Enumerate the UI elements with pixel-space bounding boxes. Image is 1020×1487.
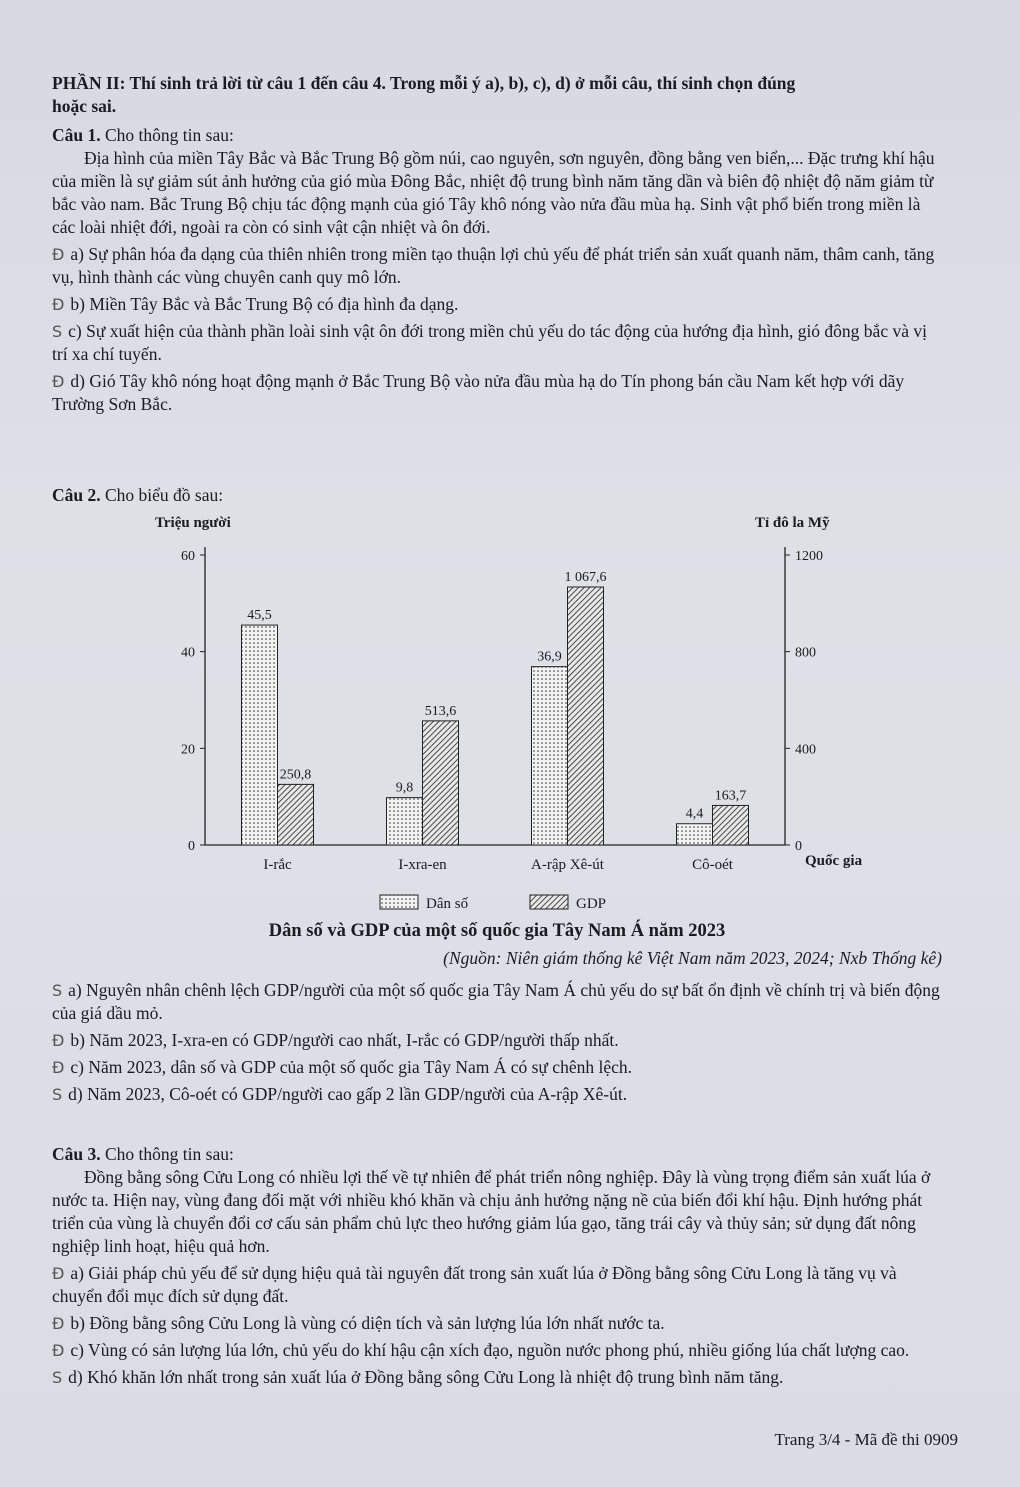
answer-mark: S bbox=[52, 322, 63, 341]
x-tick-label: Cô-oét bbox=[692, 857, 733, 873]
answer-mark: Đ bbox=[52, 245, 65, 264]
q3-option-c: c) Vùng có sản lượng lúa lớn, chủ yếu do khí hậu cận xích đạo, nguồn nước phong phú, nhiều giống lúa chất lượng cao. bbox=[70, 1340, 910, 1360]
answer-mark: Đ bbox=[52, 1314, 65, 1333]
question-2-options bbox=[52, 975, 942, 1106]
answer-mark: Đ bbox=[52, 1058, 65, 1077]
q2-option-c: c) Năm 2023, dân số và GDP của một số quốc gia Tây Nam Á có sự chênh lệch. bbox=[70, 1057, 632, 1077]
population-gdp-chart bbox=[140, 505, 900, 925]
right-tick-label: 0 bbox=[795, 839, 802, 854]
q1-option-c: c) Sự xuất hiện của thành phần loài sinh vật ôn đới trong miền chủ yếu do tác động của hướng địa hình, gió đông bắc và vị trí xa chí tuyến. bbox=[52, 321, 927, 364]
left-tick-label: 60 bbox=[181, 549, 195, 564]
q1-intro: Cho thông tin sau: bbox=[105, 125, 234, 145]
q3-option-a: a) Giải pháp chủ yếu để sử dụng hiệu quả tài nguyên đất trong sản xuất lúa ở Đồng bằng sông Cửu Long là tăng vụ và chuyển đổi mục đích sử dụng đất. bbox=[52, 1263, 897, 1306]
part-heading-block bbox=[52, 72, 942, 118]
q3-option-b: b) Đồng bằng sông Cửu Long là vùng có diện tích và sản lượng lúa lớn nhất nước ta. bbox=[70, 1313, 665, 1333]
q2-intro: Cho biểu đồ sau: bbox=[105, 485, 224, 505]
chart-title: Dân số và GDP của một số quốc gia Tây Nam Á năm 2023 bbox=[268, 921, 726, 941]
q1-option-d: d) Gió Tây khô nóng hoạt động mạnh ở Bắc Trung Bộ vào nửa đầu mùa hạ do Tín phong bán cầu Nam kết hợp với dãy Trường Sơn Bắc. bbox=[52, 371, 905, 414]
bar-gdp bbox=[278, 784, 314, 845]
left-axis-label: Triệu người bbox=[155, 515, 231, 531]
q2-option-b: b) Năm 2023, I-xra-en có GDP/người cao nhất, I-rắc có GDP/người thấp nhất. bbox=[70, 1030, 619, 1050]
data-label-gdp: 250,8 bbox=[279, 767, 312, 783]
q3-intro: Cho thông tin sau: bbox=[105, 1144, 234, 1164]
data-label-gdp: 163,7 bbox=[714, 788, 747, 804]
q3-passage: Đồng bằng sông Cửu Long có nhiều lợi thế về tự nhiên để phát triển nông nghiệp. Đây là vùng trọng điểm sản xuất lúa ở nước ta. Hiện nay, vùng đang đối mặt với nhiều khó khăn và chịu ảnh hưởng nặng nề của biến đổi khí hậu. Định hướng phát triển của vùng là chuyển đổi cơ cấu sản phẩm chủ lực theo hướng giảm lúa gạo, tăng trái cây và thủy sản; sử dụng đất nông nghiệp linh hoạt, hiệu quả hơn. bbox=[52, 1167, 931, 1256]
answer-mark: Đ bbox=[52, 295, 65, 314]
legend-swatch-population bbox=[380, 895, 418, 909]
x-tick-label: A-rập Xê-út bbox=[531, 857, 604, 873]
bar-population bbox=[532, 667, 568, 845]
part-heading-cont: hoặc sai. bbox=[52, 96, 117, 116]
question-3 bbox=[52, 1143, 942, 1389]
q3-title: Câu 3. bbox=[52, 1144, 101, 1164]
chart-caption bbox=[52, 920, 942, 943]
q2-option-a: a) Nguyên nhân chênh lệch GDP/người của một số quốc gia Tây Nam Á chủ yếu do sự bất ổn định về chính trị và biến động của giá dầu mỏ. bbox=[52, 980, 940, 1023]
q2-option-d: d) Năm 2023, Cô-oét có GDP/người cao gấp 2 lần GDP/người của A-rập Xê-út. bbox=[68, 1084, 628, 1104]
right-tick-label: 400 bbox=[795, 742, 816, 758]
answer-mark: S bbox=[52, 981, 63, 1000]
part-heading: PHẦN II: Thí sinh trả lời từ câu 1 đến câu 4. Trong mỗi ý a), b), c), d) ở mỗi câu, thí sinh chọn đúng bbox=[52, 73, 796, 93]
right-tick-label: 800 bbox=[795, 645, 816, 661]
data-label-population: 4,4 bbox=[685, 806, 704, 822]
chart-source: (Nguồn: Niên giám thống kê Việt Nam năm 2023, 2024; Nxb Thống kê) bbox=[443, 948, 942, 968]
question-2-header bbox=[52, 484, 942, 507]
x-axis-label: Quốc gia bbox=[805, 853, 863, 869]
answer-mark: Đ bbox=[52, 1264, 65, 1283]
answer-mark: Đ bbox=[52, 1341, 65, 1360]
data-label-population: 36,9 bbox=[537, 649, 562, 665]
left-tick-label: 40 bbox=[181, 645, 195, 661]
answer-mark: S bbox=[52, 1085, 63, 1104]
bar-population bbox=[387, 798, 423, 845]
q1-option-b: b) Miền Tây Bắc và Bắc Trung Bộ có địa hình đa dạng. bbox=[70, 294, 459, 314]
bar-population bbox=[242, 625, 278, 845]
x-tick-label: I-xra-en bbox=[398, 857, 447, 873]
data-label-gdp: 513,6 bbox=[424, 703, 457, 719]
answer-mark: S bbox=[52, 1368, 63, 1387]
q1-option-a: a) Sự phân hóa đa dạng của thiên nhiên trong miền tạo thuận lợi chủ yếu để phát triển sản xuất quanh năm, thâm canh, tăng vụ, hình thành các vùng chuyên canh quy mô lớn. bbox=[52, 244, 935, 287]
bar-gdp bbox=[423, 721, 459, 845]
legend-label-gdp: GDP bbox=[576, 896, 607, 912]
data-label-population: 9,8 bbox=[395, 780, 414, 796]
bar-gdp bbox=[713, 805, 749, 845]
data-label-population: 45,5 bbox=[247, 608, 272, 624]
q1-title: Câu 1. bbox=[52, 125, 101, 145]
chart-source-block bbox=[52, 947, 942, 970]
left-tick-label: 0 bbox=[188, 839, 195, 854]
answer-mark: Đ bbox=[52, 372, 65, 391]
legend-swatch-gdp bbox=[530, 895, 568, 909]
right-tick-label: 1200 bbox=[795, 549, 823, 564]
bar-gdp bbox=[568, 587, 604, 845]
chart-svg bbox=[140, 505, 900, 925]
bar-population bbox=[677, 824, 713, 845]
data-label-gdp: 1 067,6 bbox=[564, 569, 607, 585]
right-axis-label: Tỉ đô la Mỹ bbox=[755, 515, 830, 531]
q2-title: Câu 2. bbox=[52, 485, 101, 505]
legend-label-population: Dân số bbox=[426, 896, 469, 912]
answer-mark: Đ bbox=[52, 1031, 65, 1050]
q1-passage: Địa hình của miền Tây Bắc và Bắc Trung Bộ gồm núi, cao nguyên, sơn nguyên, đồng bằng ven biển,... Đặc trưng khí hậu của miền là sự giảm sút ảnh hưởng của gió mùa Đông Bắc, nhiệt độ trung bình năm tăng dần và biên độ nhiệt độ năm giảm từ bắc vào nam. Bắc Trung Bộ chịu tác động mạnh của gió Tây khô nóng vào nửa đầu mùa hạ. Sinh vật phổ biến trong miền là các loài nhiệt đới, ngoài ra còn có sinh vật cận nhiệt và ôn đới. bbox=[52, 148, 935, 237]
page-footer: Trang 3/4 - Mã đề thi 0909 bbox=[774, 1430, 958, 1449]
left-tick-label: 20 bbox=[181, 742, 195, 758]
x-tick-label: I-rắc bbox=[263, 857, 292, 873]
question-1 bbox=[52, 124, 942, 416]
q3-option-d: d) Khó khăn lớn nhất trong sản xuất lúa ở Đồng bằng sông Cửu Long là nhiệt độ trung bình năm tăng. bbox=[68, 1367, 784, 1387]
